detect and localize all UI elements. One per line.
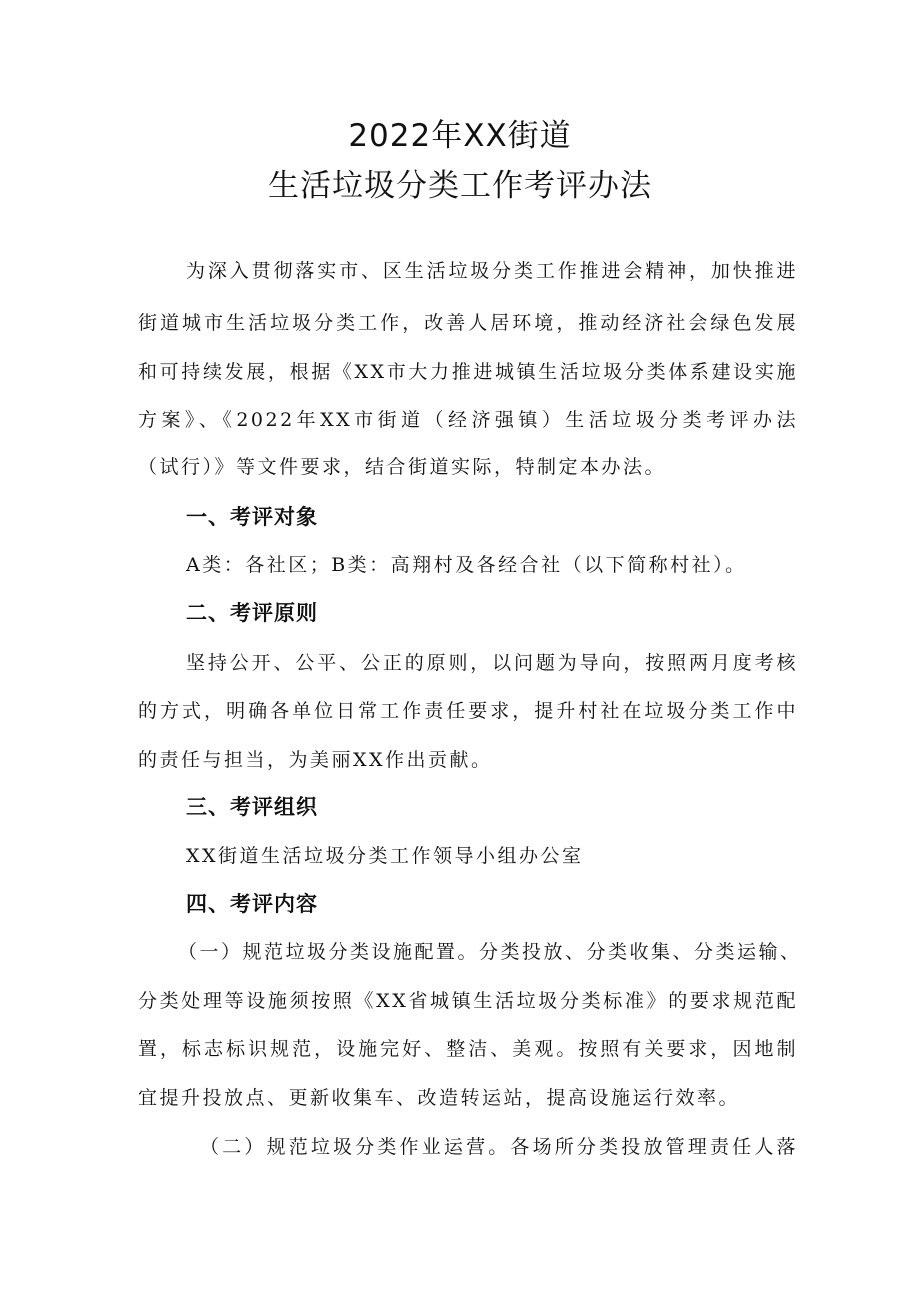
section1-line-1: A类：各社区；B类：高翔村及各经合社（以下简称村社）。 (186, 554, 747, 576)
section4-heading: 四、考评内容 (186, 892, 318, 916)
section4-item2-line-1: （二）规范垃圾分类作业运营。各场所分类投放管理责任人落 (200, 1136, 798, 1158)
section2-heading: 二、考评原则 (186, 601, 318, 625)
intro-line-3: 和可持续发展，根据《XX市大力推进城镇生活垃圾分类体系建设实施 (138, 361, 798, 383)
section3-heading: 三、考评组织 (186, 795, 318, 819)
document-title-line2: 生活垃圾分类工作考评办法 (268, 168, 652, 204)
section4-item1-line-3: 置，标志标识规范，设施完好、整洁、美观。按照有关要求，因地制 (138, 1038, 798, 1060)
document-title-line1: 2022年XX街道 (348, 118, 572, 154)
section2-line-3: 的责任与担当，为美丽XX作出贡献。 (138, 749, 493, 771)
section4-item1-line-1: （一）规范垃圾分类设施配置。分类投放、分类收集、分类运输、 (178, 941, 802, 963)
intro-line-5: （试行）》等文件要求，结合街道实际，特制定本办法。 (138, 456, 667, 478)
intro-line-2: 街道城市生活垃圾分类工作，改善人居环境，推动经济社会绿色发展 (138, 312, 798, 334)
section2-line-1: 坚持公开、公平、公正的原则，以问题为导向，按照两月度考核 (186, 652, 798, 674)
section2-line-2: 的方式，明确各单位日常工作责任要求，提升村社在垃圾分类工作中 (138, 700, 798, 722)
section4-item1-line-4: 宜提升投放点、更新收集车、改造转运站，提高设施运行效率。 (138, 1087, 741, 1109)
section3-line-1: XX街道生活垃圾分类工作领导小组办公室 (186, 845, 584, 867)
section4-item1-line-2: 分类处理等设施须按照《XX省城镇生活垃圾分类标准》的要求规范配 (138, 990, 798, 1012)
section1-heading: 一、考评对象 (186, 505, 318, 529)
intro-line-1: 为深入贯彻落实市、区生活垃圾分类工作推进会精神，加快推进 (186, 260, 798, 282)
intro-line-4: 方案》、《2022年XX市街道（经济强镇）生活垃圾分类考评办法 (138, 409, 798, 431)
